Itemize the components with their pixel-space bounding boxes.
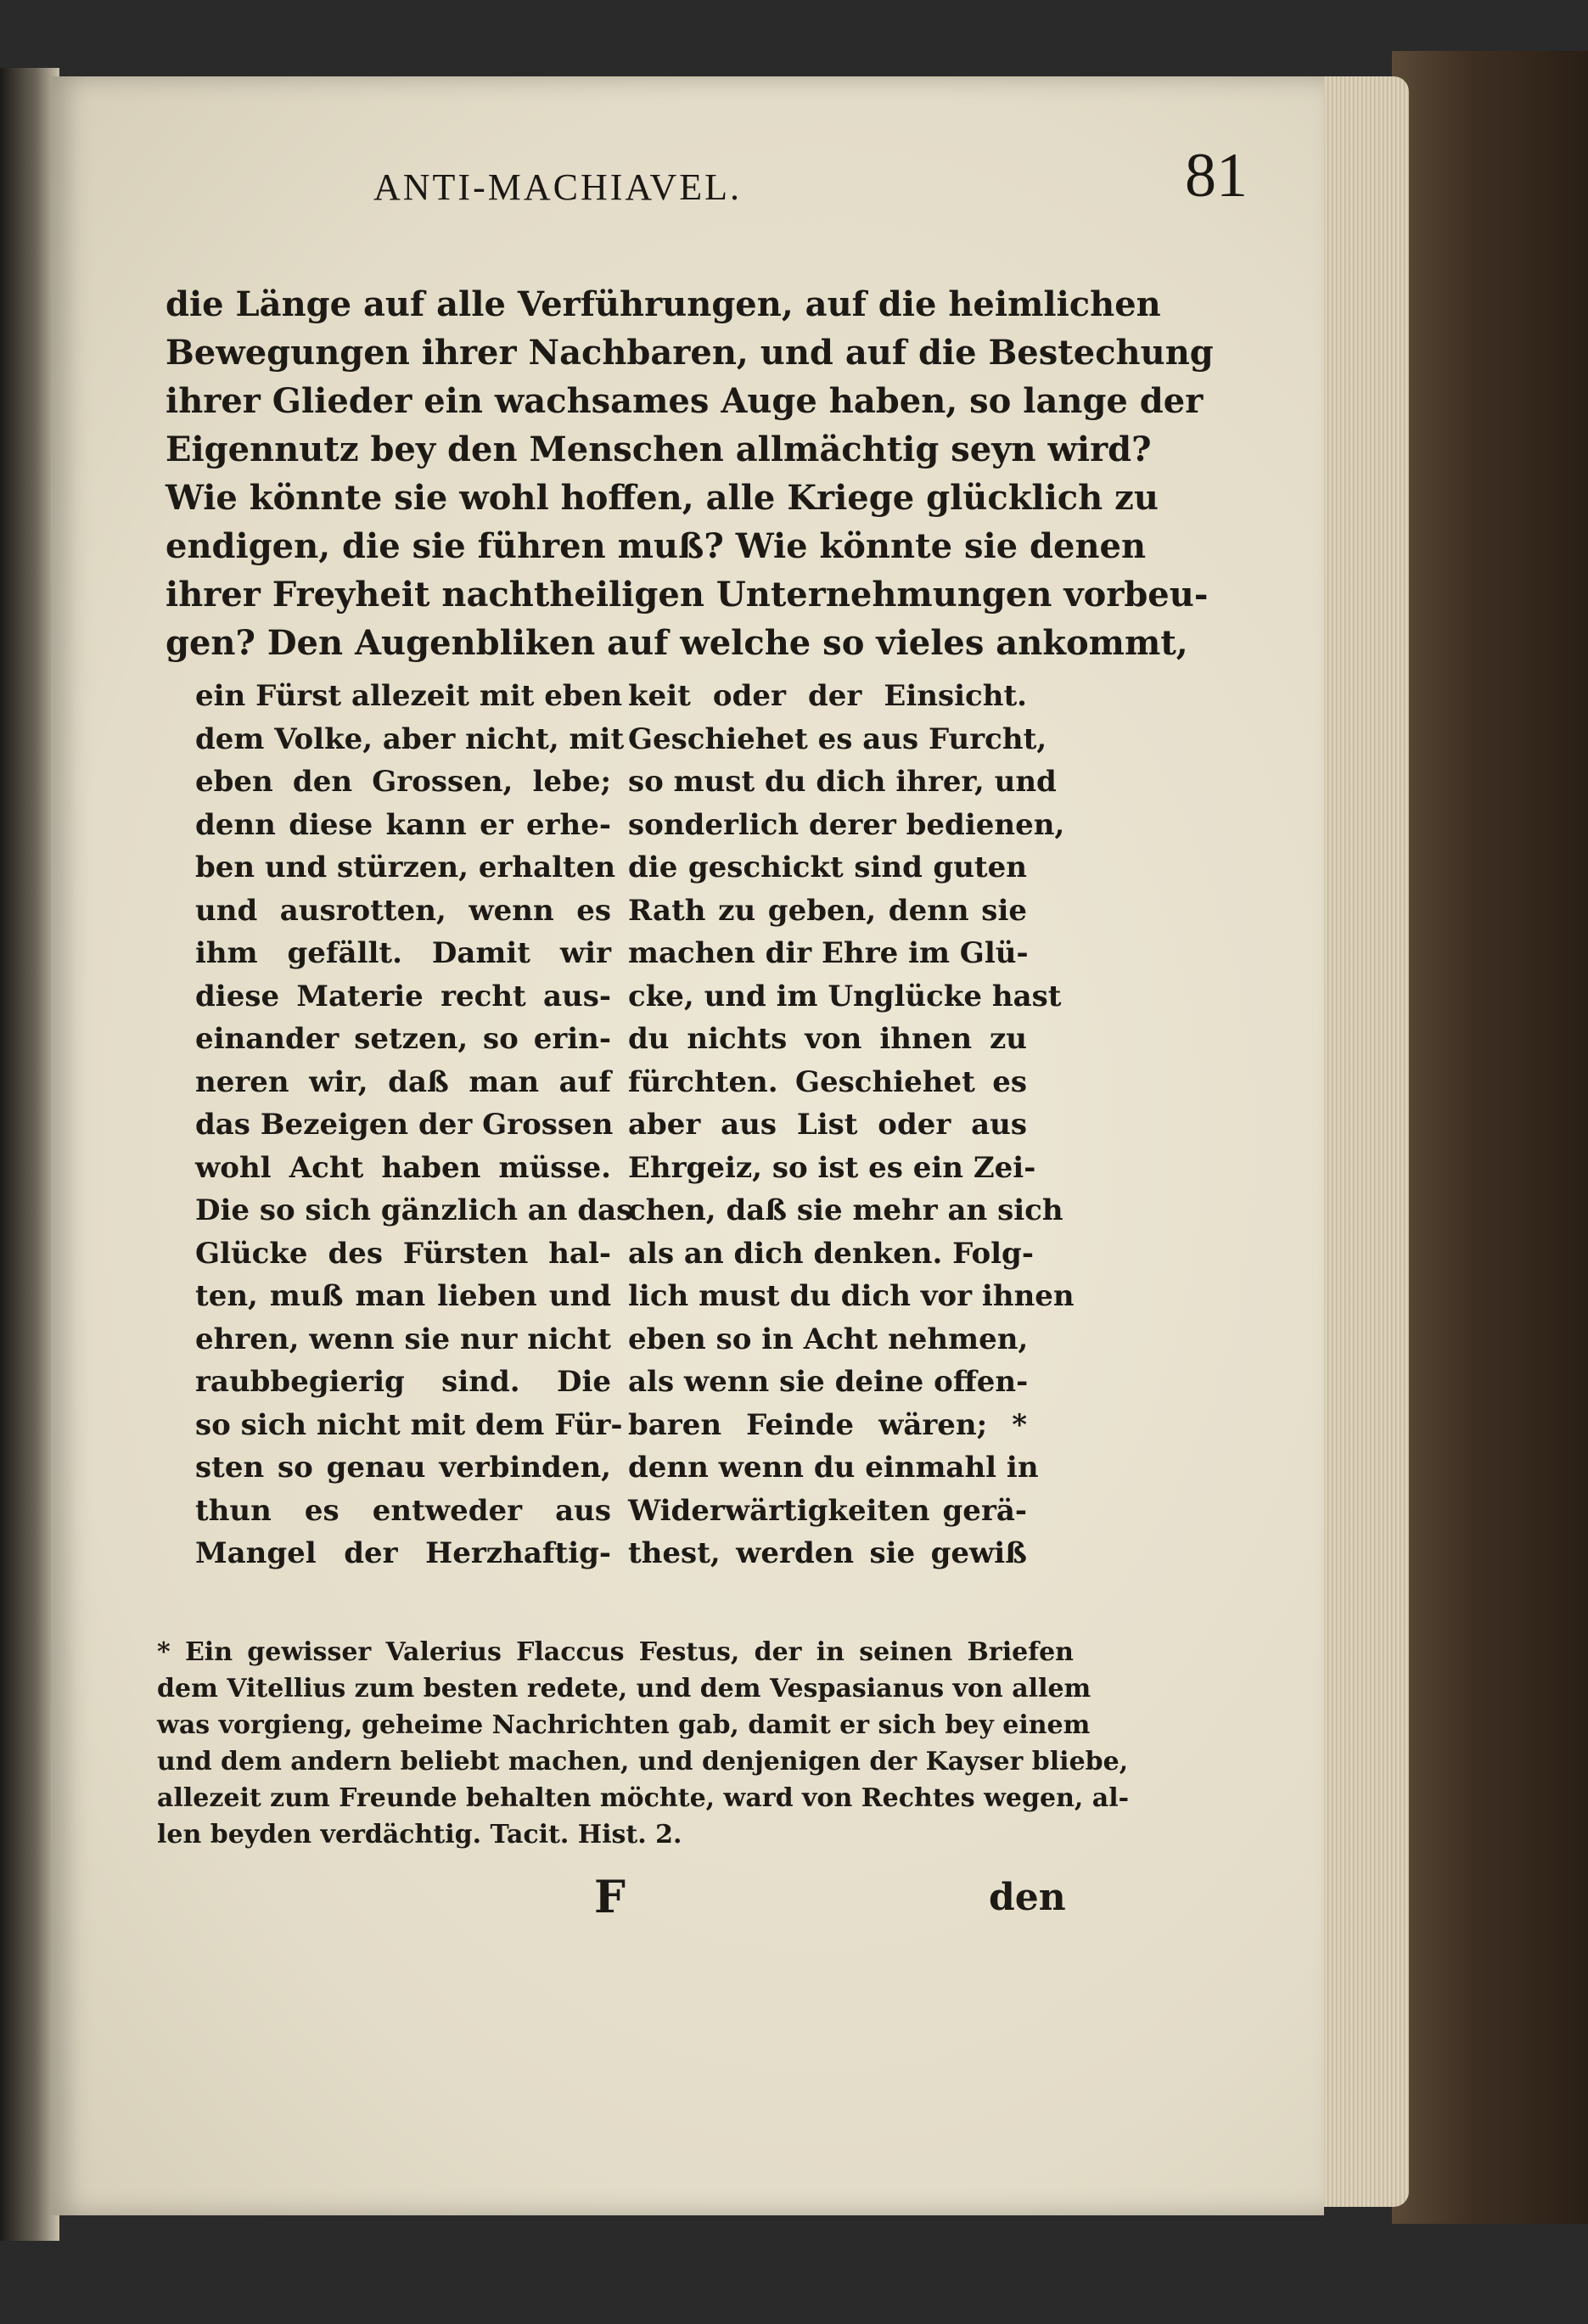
column-line: das Bezeigen der Grossen [195,1108,614,1142]
footnote-line: allezeit zum Freunde behalten möchte, ward von Rechtes wegen, al- [157,1783,1130,1813]
column-line: thest, werden sie gewiß [628,1536,1027,1570]
column-line: als an dich denken. Folg- [628,1236,1034,1271]
footnote-line: dem Vitellius zum besten redete, und dem Vespasianus von allem [157,1674,1091,1704]
column-line: Die so sich gänzlich an das [195,1193,633,1227]
footnote [157,1634,1130,1853]
page-number: 81 [1185,141,1248,211]
right-column [628,675,1075,1575]
column-line: so must du dich ihrer, und [628,765,1057,799]
column-line: die geschickt sind guten [628,850,1027,884]
column-line: du nichts von ihnen zu [628,1022,1027,1056]
column-line: einander setzen, so erin- [195,1022,611,1056]
column-line: ehren, wenn sie nur nicht [195,1322,611,1356]
running-title: ANTI-MACHIAVEL. [373,166,743,208]
column-line: Mangel der Herzhaftig- [195,1536,611,1570]
column-line: baren Feinde wären; * [628,1407,1027,1442]
column-line: ein Fürst allezeit mit eben [195,679,623,713]
column-line: neren wir, daß man auf [195,1064,611,1099]
catchword: den [989,1876,1066,1919]
signature-mark: F [594,1872,626,1923]
column-line: so sich nicht mit dem Für- [195,1407,623,1442]
column-line: aber aus List oder aus [628,1108,1027,1142]
column-line: denn diese kann er erhe- [195,807,611,842]
text-line: Wie könnte sie wohl hoffen, alle Kriege glücklich zu [166,478,1159,518]
text-line: ihrer Freyheit nachtheiligen Unternehmungen vorbeu- [166,575,1209,615]
column-line: ten, muß man lieben und [195,1279,611,1313]
footnote-line: * Ein gewisser Valerius Flaccus Festus, der in seinen Briefen [157,1637,1074,1667]
column-line: thun es entweder aus [195,1493,611,1528]
column-line: eben so in Acht nehmen, [628,1322,1029,1356]
column-line: fürchten. Geschiehet es [628,1064,1027,1099]
book-cover-edge [1392,51,1588,2224]
column-line: ben und stürzen, erhalten [195,850,616,884]
footnote-line: len beyden verdächtig. Tacit. Hist. 2. [157,1820,682,1850]
page-header [373,140,1248,233]
column-line: als wenn sie deine offen- [628,1365,1029,1399]
footnote-line: was vorgieng, geheime Nachrichten gab, damit er sich bey einem [157,1710,1091,1740]
text-line: endigen, die sie führen muß? Wie könnte sie denen [166,526,1147,566]
column-line: lich must du dich vor ihnen [628,1279,1075,1313]
column-line: chen, daß sie mehr an sich [628,1193,1063,1227]
column-line: ihm gefällt. Damit wir [195,936,611,970]
column-line: sten so genau verbinden, [195,1451,611,1485]
column-line: machen dir Ehre im Glü- [628,936,1029,970]
column-line: dem Volke, aber nicht, mit [195,721,625,756]
text-line: Eigennutz bey den Menschen allmächtig seyn wird? [166,429,1152,469]
main-text-block [166,280,1214,667]
left-column [195,675,633,1575]
column-line: Ehrgeiz, so ist es ein Zei- [628,1150,1036,1185]
column-line: Geschiehet es aus Furcht, [628,721,1047,756]
column-line: wohl Acht haben müsse. [195,1150,611,1185]
column-line: Rath zu geben, denn sie [628,893,1027,928]
column-line: Widerwärtigkeiten gerä- [628,1493,1027,1528]
column-line: raubbegierig sind. Die [195,1365,611,1399]
footnote-line: und dem andern beliebt machen, und denjenigen der Kayser bliebe, [157,1747,1129,1777]
column-line: denn wenn du einmahl in [628,1451,1039,1485]
column-line: eben den Grossen, lebe; [195,765,611,799]
column-line: und ausrotten, wenn es [195,893,611,928]
column-line: cke, und im Unglücke hast [628,979,1062,1013]
text-line: Bewegungen ihrer Nachbaren, und auf die Bestechung [166,333,1214,373]
text-line: ihrer Glieder ein wachsames Auge haben, so lange der [166,381,1204,421]
column-line: diese Materie recht aus- [195,979,611,1013]
column-line: Glücke des Fürsten hal- [195,1236,611,1271]
column-line: sonderlich derer bedienen, [628,807,1065,842]
text-line: gen? Den Augenbliken auf welche so vieles ankommt, [166,623,1188,663]
column-line: keit oder der Einsicht. [628,679,1027,713]
text-line: die Länge auf alle Verführungen, auf die heimlichen [166,284,1161,324]
